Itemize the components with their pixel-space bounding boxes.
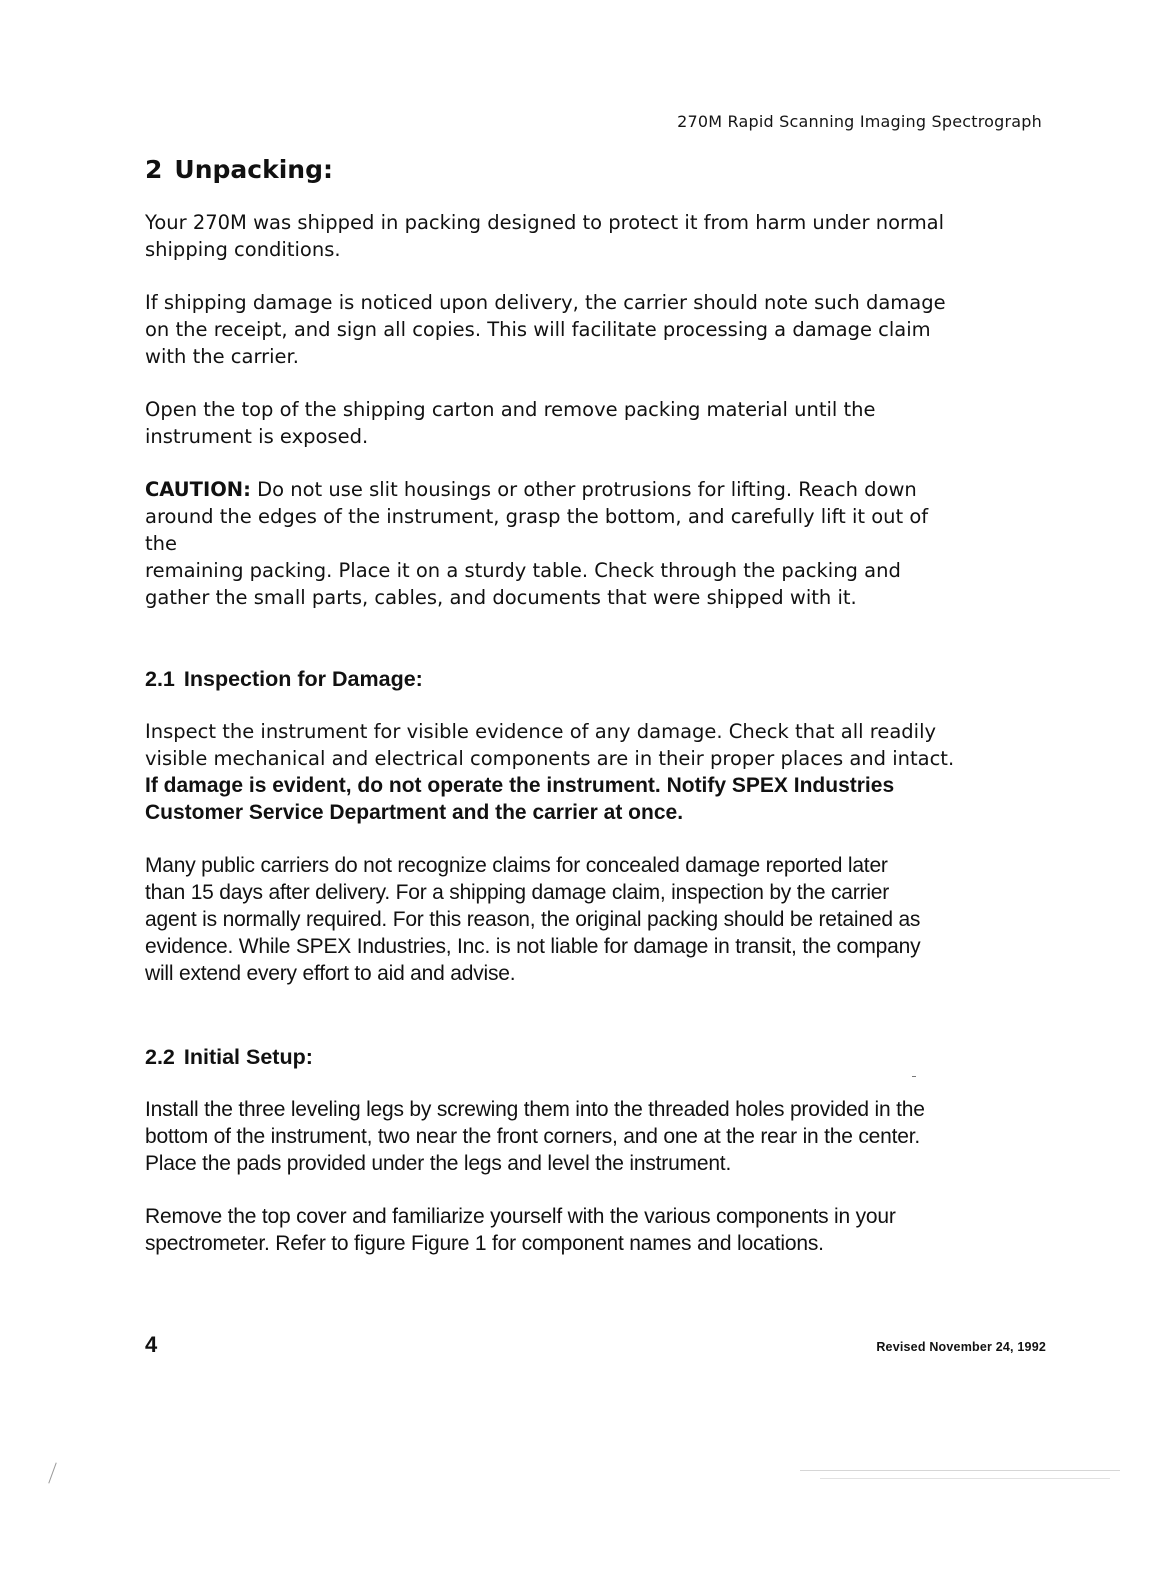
- section-title: Inspection for Damage:: [183, 667, 423, 691]
- page-number: 4: [145, 1332, 158, 1357]
- paragraph-claims: Many public carriers do not recognize claims for concealed damage reported later than 15 days after delivery. For a shipping damage claim, inspection by the carrier agent is normally required. For this reason, the original packing should be retained as evidence. While SPEX Industries, Inc. is not liable for damage in transit, the company will extend every effort to aid and advise.: [145, 854, 921, 985]
- section-number: 2: [145, 155, 163, 184]
- scan-mark: [800, 1470, 1120, 1471]
- paragraph-caution: [145, 476, 1045, 557]
- paragraph-open-carton: Open the top of the shipping carton and remove packing material until the instrument is exposed.: [145, 398, 876, 448]
- revision-date: Revised November 24, 1992: [876, 1340, 1046, 1354]
- running-header: 270M Rapid Scanning Imaging Spectrograph: [677, 112, 1042, 131]
- caution-text: Do not use slit housings or other protrusions for lifting. Reach down around the edges of the instrument, grasp the bottom, and carefully lift it out of the: [145, 478, 929, 555]
- inspect-text: Inspect the instrument for visible evidence of any damage. Check that all readily visible mechanical and electrical components are in their proper places and intact.: [145, 720, 955, 770]
- scan-mark: [48, 1462, 56, 1483]
- page-content: [145, 155, 1045, 1283]
- section-number: 2.2: [145, 1045, 175, 1069]
- section-title: Initial Setup:: [183, 1045, 313, 1069]
- scan-mark: [912, 1076, 916, 1077]
- paragraph-inspect: [145, 718, 1045, 826]
- caution-label: CAUTION:: [145, 478, 251, 501]
- paragraph-top-cover: Remove the top cover and familiarize yourself with the various components in your spectrometer. Refer to figure Figure 1 for component names and locations.: [145, 1205, 896, 1255]
- section-number: 2.1: [145, 667, 175, 691]
- paragraph-caution-continued: remaining packing. Place it on a sturdy table. Check through the packing and gather the small parts, cables, and documents that were shipped with it.: [145, 559, 901, 609]
- inspect-warning: If damage is evident, do not operate the instrument. Notify SPEX Industries Customer Service Department and the carrier at once.: [145, 774, 895, 824]
- section-2-1-heading: [145, 667, 1045, 692]
- paragraph-damage-notice: If shipping damage is noticed upon delivery, the carrier should note such damage on the receipt, and sign all copies. This will facilitate processing a damage claim with the carrier.: [145, 291, 946, 368]
- paragraph-legs: Install the three leveling legs by screwing them into the threaded holes provided in the bottom of the instrument, two near the front corners, and one at the rear in the center. Place the pads provided under the legs and level the instrument.: [145, 1098, 925, 1175]
- section-title: Unpacking:: [174, 155, 333, 184]
- scan-mark: [820, 1478, 1110, 1479]
- paragraph-shipping: Your 270M was shipped in packing designed to protect it from harm under normal shipping conditions.: [145, 211, 945, 261]
- section-2-heading: [145, 155, 1045, 184]
- section-2-2-heading: [145, 1045, 1045, 1070]
